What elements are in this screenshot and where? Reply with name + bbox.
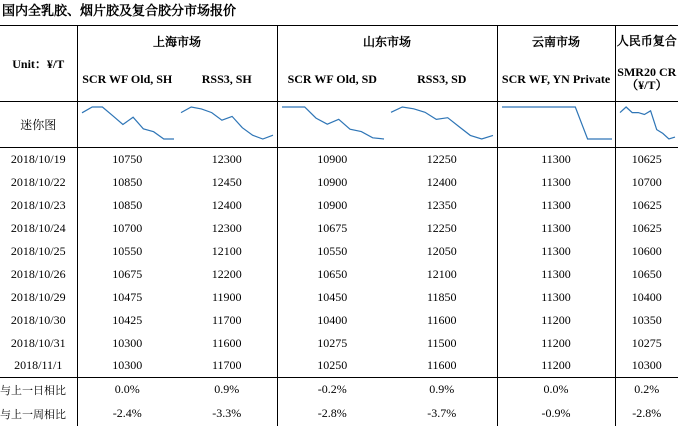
cell-scr-wf-old-sd: 10900 — [317, 197, 348, 212]
change-scr-wf-old-sd: -0.2% — [277, 378, 387, 402]
group-shanghai: 上海市场 — [77, 26, 277, 58]
cell-smr20-cr: 10400 — [631, 289, 662, 304]
row-date: 2018/10/23 — [0, 194, 77, 217]
table-row — [0, 240, 678, 263]
cell-smr20-cr: 10650 — [631, 266, 662, 281]
change-smr20-cr: -2.8% — [632, 406, 662, 420]
cell-scr-wf-old-sh: 10675 — [112, 266, 143, 281]
sparkline-series-line — [282, 107, 384, 139]
change-row — [0, 378, 678, 402]
col-scr-wf-old-sh: SCR WF Old, SH — [82, 72, 173, 87]
cell-rss3-sh: 11600 — [177, 332, 277, 355]
cell-rss3-sd: 12250 — [387, 148, 497, 171]
sparkline-series-line — [502, 107, 612, 139]
cell-scr-wf-old-sh: 10700 — [112, 220, 143, 235]
sparkline-rss3-sd — [387, 102, 497, 147]
col-rss3-sd: RSS3, SD — [387, 58, 497, 102]
table-title: 国内全乳胶、烟片胶及复合胶分市场报价 — [2, 4, 237, 19]
cell-scr-wf-old-sh: 10750 — [112, 151, 143, 166]
change-smr20-cr: 0.2% — [615, 378, 678, 402]
table-row — [0, 171, 678, 194]
cell-rss3-sh: 12300 — [177, 217, 277, 240]
sparkline-cell-4 — [497, 102, 615, 148]
table-row — [0, 332, 678, 355]
table-row — [0, 355, 678, 378]
sparkline-series-line — [620, 107, 675, 139]
sparkline-cell-5 — [615, 102, 678, 148]
cell-scr-wf-old-sd: 10900 — [317, 151, 348, 166]
cell-rss3-sd: 11600 — [387, 355, 497, 378]
group-yunnan: 云南市场 — [497, 26, 615, 58]
sparkline-row — [0, 102, 678, 148]
sparkline-cell-2 — [277, 102, 387, 148]
change-scr-wf-yn: 0.0% — [497, 378, 615, 402]
cell-scr-wf-old-sd: 10900 — [317, 174, 348, 189]
row-date: 2018/10/24 — [0, 217, 77, 240]
cell-rss3-sh: 12300 — [177, 148, 277, 171]
table-row — [0, 309, 678, 332]
cell-scr-wf-yn: 11300 — [497, 263, 615, 286]
cell-smr20-cr: 10350 — [631, 312, 662, 327]
col-scr-wf-yn: SCR WF, YN Private — [497, 58, 615, 102]
unit-label: Unit：¥/T — [12, 57, 65, 71]
cell-scr-wf-yn: 11300 — [497, 171, 615, 194]
row-date: 2018/10/29 — [0, 286, 77, 309]
cell-scr-wf-old-sh: 10425 — [112, 312, 143, 327]
cell-rss3-sh: 11900 — [177, 286, 277, 309]
cell-rss3-sh: 12200 — [177, 263, 277, 286]
cell-rss3-sd: 11850 — [387, 286, 497, 309]
row-date: 2018/10/19 — [0, 148, 77, 171]
cell-rss3-sd: 11600 — [387, 309, 497, 332]
sparkline-scr-wf-old-sd — [278, 102, 388, 147]
sparkline-cell-0 — [77, 102, 177, 148]
cell-scr-wf-old-sh: 10850 — [112, 174, 143, 189]
col-scr-wf-old-sd: SCR WF Old, SD — [287, 72, 377, 87]
change-scr-wf-yn: -0.9% — [497, 402, 615, 426]
unit-header — [0, 26, 77, 102]
cell-smr20-cr: 10700 — [631, 174, 662, 189]
table-row — [0, 148, 678, 171]
change-scr-wf-old-sh: -2.4% — [112, 406, 142, 420]
cell-scr-wf-old-sh: 10550 — [112, 243, 143, 258]
col-rss3-sh: RSS3, SH — [177, 58, 277, 102]
cell-rss3-sh: 12400 — [177, 194, 277, 217]
cell-scr-wf-old-sh: 10850 — [112, 197, 143, 212]
sparkline-series-line — [82, 107, 174, 139]
group-rmb-composite: 人民币复合 — [615, 26, 678, 58]
price-table — [0, 25, 678, 426]
change-label: 与上一周相比 — [0, 402, 77, 426]
cell-rss3-sh: 11700 — [177, 355, 277, 378]
cell-scr-wf-old-sd: 10275 — [317, 335, 348, 350]
table-row — [0, 194, 678, 217]
cell-rss3-sd: 12250 — [387, 217, 497, 240]
cell-scr-wf-old-sh: 10300 — [112, 358, 143, 373]
cell-smr20-cr: 10625 — [631, 220, 662, 235]
sparkline-cell-3 — [387, 102, 497, 148]
change-row — [0, 402, 678, 426]
sparkline-cell-1 — [177, 102, 277, 148]
cell-rss3-sd: 11500 — [387, 332, 497, 355]
sparkline-scr-wf-yn — [498, 102, 616, 147]
change-rss3-sd: -3.7% — [387, 402, 497, 426]
sparkline-series-line — [391, 107, 493, 139]
sparkline-rss3-sh — [177, 102, 277, 147]
row-date: 2018/11/1 — [0, 355, 77, 378]
col-smr20-cr: SMR20 CR（¥/T） — [617, 65, 677, 93]
cell-scr-wf-yn: 11300 — [497, 148, 615, 171]
cell-smr20-cr: 10625 — [631, 197, 662, 212]
table-row — [0, 263, 678, 286]
cell-scr-wf-yn: 11200 — [497, 355, 615, 378]
group-shandong: 山东市场 — [277, 26, 497, 58]
cell-scr-wf-yn: 11300 — [497, 286, 615, 309]
table-row — [0, 286, 678, 309]
cell-scr-wf-old-sd: 10675 — [317, 220, 348, 235]
cell-scr-wf-old-sd: 10400 — [317, 312, 348, 327]
change-label: 与上一日相比 — [0, 378, 77, 402]
change-scr-wf-old-sd: -2.8% — [317, 406, 347, 420]
table-row — [0, 217, 678, 240]
cell-rss3-sd: 12100 — [387, 263, 497, 286]
row-date: 2018/10/26 — [0, 263, 77, 286]
cell-scr-wf-old-sd: 10450 — [317, 289, 348, 304]
row-date: 2018/10/31 — [0, 332, 77, 355]
cell-rss3-sh: 12450 — [177, 171, 277, 194]
cell-scr-wf-old-sd: 10650 — [317, 266, 348, 281]
cell-scr-wf-old-sd: 10250 — [317, 358, 348, 373]
change-scr-wf-old-sh: 0.0% — [77, 378, 177, 402]
cell-scr-wf-old-sd: 10550 — [317, 243, 348, 258]
row-date: 2018/10/30 — [0, 309, 77, 332]
sparkline-series-line — [181, 107, 273, 139]
cell-scr-wf-old-sh: 10475 — [112, 289, 143, 304]
change-rss3-sh: 0.9% — [177, 378, 277, 402]
cell-scr-wf-old-sh: 10300 — [112, 335, 143, 350]
cell-scr-wf-yn: 11200 — [497, 332, 615, 355]
sparkline-smr20-cr — [616, 102, 678, 147]
cell-scr-wf-yn: 11300 — [497, 240, 615, 263]
change-rss3-sh: -3.3% — [177, 402, 277, 426]
row-date: 2018/10/22 — [0, 171, 77, 194]
cell-rss3-sh: 12100 — [177, 240, 277, 263]
row-date: 2018/10/25 — [0, 240, 77, 263]
cell-smr20-cr: 10625 — [631, 151, 662, 166]
cell-rss3-sd: 12400 — [387, 171, 497, 194]
cell-scr-wf-yn: 11300 — [497, 217, 615, 240]
sparkline-scr-wf-old-sh — [78, 102, 178, 147]
cell-rss3-sd: 12350 — [387, 194, 497, 217]
cell-rss3-sh: 11700 — [177, 309, 277, 332]
sparkline-label: 迷你图 — [0, 102, 77, 148]
cell-smr20-cr: 10300 — [631, 358, 662, 373]
cell-smr20-cr: 10275 — [631, 335, 662, 350]
cell-scr-wf-yn: 11200 — [497, 309, 615, 332]
cell-rss3-sd: 12050 — [387, 240, 497, 263]
cell-scr-wf-yn: 11300 — [497, 194, 615, 217]
cell-smr20-cr: 10600 — [631, 243, 662, 258]
change-rss3-sd: 0.9% — [387, 378, 497, 402]
